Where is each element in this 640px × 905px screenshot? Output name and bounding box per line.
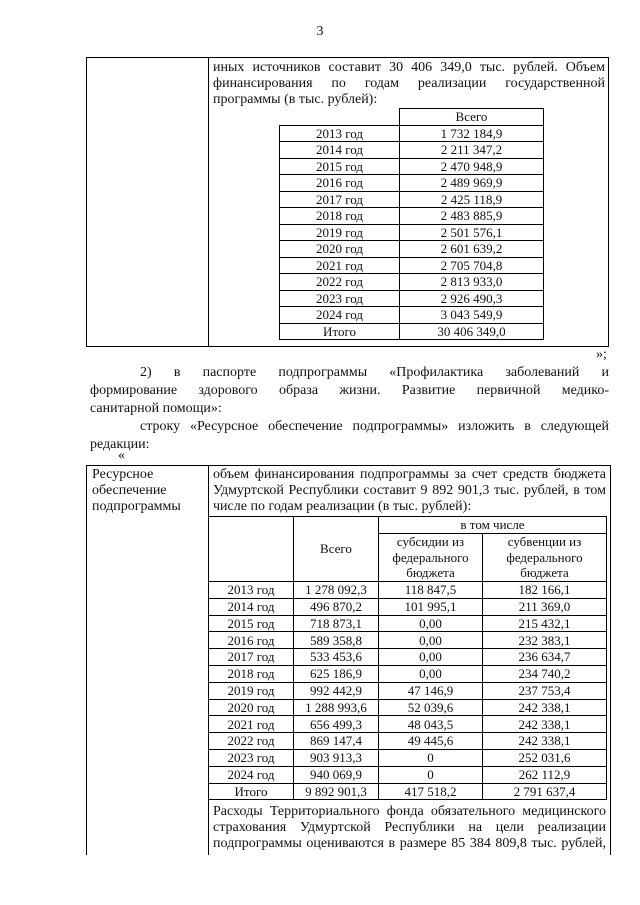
subsidies-cell: 0,00 bbox=[379, 665, 483, 682]
total-value-cell: 30 406 349,0 bbox=[400, 323, 544, 340]
table-row bbox=[280, 241, 544, 258]
paragraph-line: формирование здорового образа жизни. Развитие первичной медико- bbox=[90, 383, 609, 398]
paragraph-line: санитарной помощи»: bbox=[90, 401, 222, 416]
subsidies-cell: 118 847,5 bbox=[379, 582, 483, 599]
total-label-cell: Итого bbox=[209, 783, 294, 800]
year-cell: 2018 год bbox=[280, 208, 400, 225]
table-row bbox=[209, 699, 607, 716]
total-label-cell: Итого bbox=[280, 323, 400, 340]
year-cell: 2022 год bbox=[280, 274, 400, 291]
year-cell: 2023 год bbox=[280, 290, 400, 307]
subsidies-cell: 48 043,5 bbox=[379, 716, 483, 733]
total-cell: 2 425 118,9 bbox=[400, 191, 544, 208]
year-cell: 2015 год bbox=[209, 615, 294, 632]
total-cell: 533 453,6 bbox=[294, 649, 379, 666]
top-funding-table bbox=[279, 108, 544, 340]
total-cell: 992 442,9 bbox=[294, 682, 379, 699]
table-row bbox=[209, 716, 607, 733]
top-intro-line: иных источников составит 30 406 349,0 тыс. рублей. Объем bbox=[213, 60, 605, 75]
year-cell: 2023 год bbox=[209, 749, 294, 766]
total-row bbox=[209, 783, 607, 800]
total-subsidies-cell: 417 518,2 bbox=[379, 783, 483, 800]
year-cell: 2019 год bbox=[280, 224, 400, 241]
year-cell: 2021 год bbox=[280, 257, 400, 274]
resource-footer bbox=[213, 804, 606, 852]
resource-funding-table bbox=[208, 516, 607, 800]
year-cell: 2022 год bbox=[209, 733, 294, 750]
subventions-cell: 242 338,1 bbox=[483, 733, 607, 750]
paragraph-replace-row bbox=[90, 418, 609, 454]
total-subventions-cell: 2 791 637,4 bbox=[483, 783, 607, 800]
year-cell: 2018 год bbox=[209, 665, 294, 682]
resource-label-line: обеспечение bbox=[92, 483, 167, 498]
paragraph-passport bbox=[90, 364, 609, 418]
total-value-cell: 9 892 901,3 bbox=[294, 783, 379, 800]
table-row bbox=[280, 208, 544, 225]
table-row bbox=[280, 125, 544, 142]
year-cell: 2020 год bbox=[209, 699, 294, 716]
paragraph-line: редакции: bbox=[90, 437, 150, 452]
table-row bbox=[209, 632, 607, 649]
subventions-cell: 232 383,1 bbox=[483, 632, 607, 649]
top-intro-line: финансирования по годам реализации государственной bbox=[213, 76, 605, 91]
subsidies-cell: 101 995,1 bbox=[379, 598, 483, 615]
year-cell: 2024 год bbox=[280, 307, 400, 324]
resource-footer-line: Расходы Территориального фонда обязательного медицинского bbox=[213, 804, 606, 819]
subsidies-cell: 52 039,6 bbox=[379, 699, 483, 716]
total-cell: 656 499,3 bbox=[294, 716, 379, 733]
table-row bbox=[280, 175, 544, 192]
subventions-cell: 242 338,1 bbox=[483, 699, 607, 716]
year-cell: 2024 год bbox=[209, 766, 294, 783]
total-cell: 2 489 969,9 bbox=[400, 175, 544, 192]
subventions-cell: 211 369,0 bbox=[483, 598, 607, 615]
top-intro bbox=[213, 60, 605, 108]
subsidies-cell: 0 bbox=[379, 749, 483, 766]
resource-intro-line: Удмуртской Республики составит 9 892 901,3 тыс. рублей, в том bbox=[213, 483, 606, 498]
top-intro-line: программы (в тыс. рублей): bbox=[213, 92, 378, 107]
table-row bbox=[280, 307, 544, 324]
subventions-cell: 252 031,6 bbox=[483, 749, 607, 766]
resource-label bbox=[92, 467, 204, 515]
subsidies-cell: 0,00 bbox=[379, 615, 483, 632]
column-header-subsidies: субсидии из федерального бюджета bbox=[379, 534, 483, 582]
resource-intro bbox=[213, 467, 606, 515]
paragraph-line: строку «Ресурсное обеспечение подпрограммы» изложить в следующей bbox=[140, 419, 609, 434]
subventions-cell: 234 740,2 bbox=[483, 665, 607, 682]
table-row bbox=[280, 274, 544, 291]
year-cell: 2016 год bbox=[280, 175, 400, 192]
page-number: 3 bbox=[316, 24, 324, 39]
closing-quote: »; bbox=[596, 347, 607, 362]
resource-intro-line: объем финансирования подпрограммы за счет средств бюджета bbox=[213, 467, 606, 482]
table-row bbox=[280, 290, 544, 307]
opening-quote: « bbox=[118, 448, 125, 463]
subsidies-cell: 0 bbox=[379, 766, 483, 783]
total-cell: 1 732 184,9 bbox=[400, 125, 544, 142]
table-row bbox=[209, 582, 607, 599]
subventions-cell: 236 634,7 bbox=[483, 649, 607, 666]
total-cell: 2 813 933,0 bbox=[400, 274, 544, 291]
resource-intro-line: числе по годам реализации (в тыс. рублей): bbox=[213, 499, 472, 514]
total-cell: 1 278 092,3 bbox=[294, 582, 379, 599]
year-cell: 2014 год bbox=[209, 598, 294, 615]
total-cell: 718 873,1 bbox=[294, 615, 379, 632]
table-row bbox=[209, 649, 607, 666]
total-cell: 2 211 347,2 bbox=[400, 142, 544, 159]
year-cell: 2017 год bbox=[209, 649, 294, 666]
column-header-total: Всего bbox=[400, 109, 544, 126]
table-row bbox=[209, 665, 607, 682]
total-cell: 589 358,8 bbox=[294, 632, 379, 649]
table-row bbox=[280, 191, 544, 208]
year-cell: 2017 год bbox=[280, 191, 400, 208]
year-cell: 2020 год bbox=[280, 241, 400, 258]
subventions-cell: 215 432,1 bbox=[483, 615, 607, 632]
year-cell: 2014 год bbox=[280, 142, 400, 159]
table-row bbox=[209, 749, 607, 766]
total-cell: 940 069,9 bbox=[294, 766, 379, 783]
subventions-cell: 242 338,1 bbox=[483, 716, 607, 733]
total-cell: 903 913,3 bbox=[294, 749, 379, 766]
year-cell: 2019 год bbox=[209, 682, 294, 699]
year-cell: 2013 год bbox=[209, 582, 294, 599]
subsidies-cell: 0,00 bbox=[379, 649, 483, 666]
column-header-subventions: субвенции из федерального бюджета bbox=[483, 534, 607, 582]
total-cell: 2 926 490,3 bbox=[400, 290, 544, 307]
subventions-cell: 237 753,4 bbox=[483, 682, 607, 699]
total-cell: 625 186,9 bbox=[294, 665, 379, 682]
year-cell: 2016 год bbox=[209, 632, 294, 649]
paragraph-line: 2) в паспорте подпрограммы «Профилактика заболеваний и bbox=[140, 365, 609, 380]
total-cell: 2 483 885,9 bbox=[400, 208, 544, 225]
table-row bbox=[209, 598, 607, 615]
resource-footer-line: страхования Удмуртской Республики на цели реализации bbox=[213, 820, 606, 835]
total-row bbox=[280, 323, 544, 340]
resource-label-line: подпрограммы bbox=[92, 499, 181, 514]
table-row bbox=[280, 257, 544, 274]
total-cell: 1 288 993,6 bbox=[294, 699, 379, 716]
table-row bbox=[209, 733, 607, 750]
table-row bbox=[280, 224, 544, 241]
table-row bbox=[209, 615, 607, 632]
total-cell: 496 870,2 bbox=[294, 598, 379, 615]
total-cell: 2 501 576,1 bbox=[400, 224, 544, 241]
subventions-cell: 182 166,1 bbox=[483, 582, 607, 599]
total-cell: 869 147,4 bbox=[294, 733, 379, 750]
year-cell: 2013 год bbox=[280, 125, 400, 142]
total-cell: 2 601 639,2 bbox=[400, 241, 544, 258]
subsidies-cell: 47 146,9 bbox=[379, 682, 483, 699]
table-row bbox=[209, 766, 607, 783]
resource-footer-line: подпрограммы оцениваются в размере 85 384 809,8 тыс. рублей, bbox=[213, 836, 606, 851]
year-cell: 2015 год bbox=[280, 158, 400, 175]
table-row bbox=[280, 142, 544, 159]
column-header-total: Всего bbox=[294, 517, 379, 582]
table-row bbox=[209, 682, 607, 699]
subsidies-cell: 49 445,6 bbox=[379, 733, 483, 750]
total-cell: 2 470 948,9 bbox=[400, 158, 544, 175]
total-cell: 3 043 549,9 bbox=[400, 307, 544, 324]
year-cell: 2021 год bbox=[209, 716, 294, 733]
resource-label-line: Ресурсное bbox=[92, 467, 154, 482]
total-cell: 2 705 704,8 bbox=[400, 257, 544, 274]
subsidies-cell: 0,00 bbox=[379, 632, 483, 649]
subventions-cell: 262 112,9 bbox=[483, 766, 607, 783]
column-group-header: в том числе bbox=[379, 517, 607, 534]
table-row bbox=[280, 158, 544, 175]
